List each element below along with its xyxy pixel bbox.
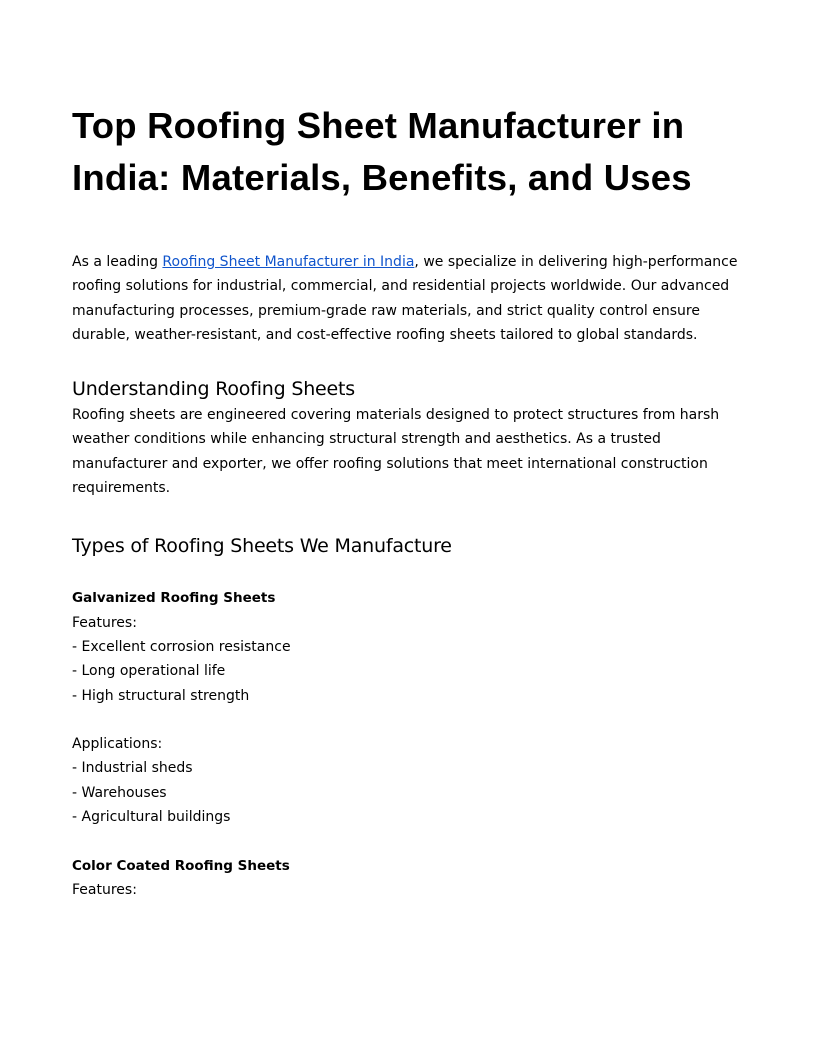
page-title: Top Roofing Sheet Manufacturer in India: Materials, Benefits, and Uses: [72, 105, 692, 198]
list-item: - Warehouses: [72, 784, 167, 801]
intro-prefix: As a leading: [72, 254, 163, 270]
galvanized-features-label: Features:: [72, 614, 137, 631]
document-page: [72, 100, 752, 902]
color-coated-heading: Color Coated Roofing Sheets: [72, 857, 290, 874]
intro-suffix: , we specialize in delivering high-performance roofing solutions for industrial, commercial, and residential projects worldwide. Our advanced manufacturing processes, premium-grade raw materials, and strict quality control ensure durable, weather-resistant, and cost-effective roofing sheets tailored to global standards.: [72, 254, 738, 343]
galvanized-section: [72, 611, 752, 854]
types-heading: Types of Roofing Sheets We Manufacture: [72, 535, 452, 558]
list-item: - High structural strength: [72, 687, 250, 704]
manufacturer-link[interactable]: Roofing Sheet Manufacturer in India: [162, 254, 415, 270]
list-item: - Excellent corrosion resistance: [72, 638, 291, 655]
intro-paragraph: [72, 250, 752, 347]
list-item: - Long operational life: [72, 663, 226, 680]
spacer: [72, 829, 752, 853]
understanding-paragraph: Roofing sheets are engineered covering materials designed to protect structures from harsh weather conditions while enhancing structural strength and aesthetics. As a trusted manufacturer and exporter, we offer roofing solutions that meet international construction requirements.: [72, 407, 720, 497]
spacer: [72, 708, 752, 732]
list-item: - Agricultural buildings: [72, 809, 231, 826]
galvanized-heading: Galvanized Roofing Sheets: [72, 590, 276, 607]
color-coated-section: [72, 878, 752, 902]
understanding-heading: Understanding Roofing Sheets: [72, 378, 355, 401]
color-coated-features-label: Features:: [72, 881, 137, 898]
list-item: - Industrial sheds: [72, 760, 193, 777]
galvanized-applications-label: Applications:: [72, 736, 163, 753]
